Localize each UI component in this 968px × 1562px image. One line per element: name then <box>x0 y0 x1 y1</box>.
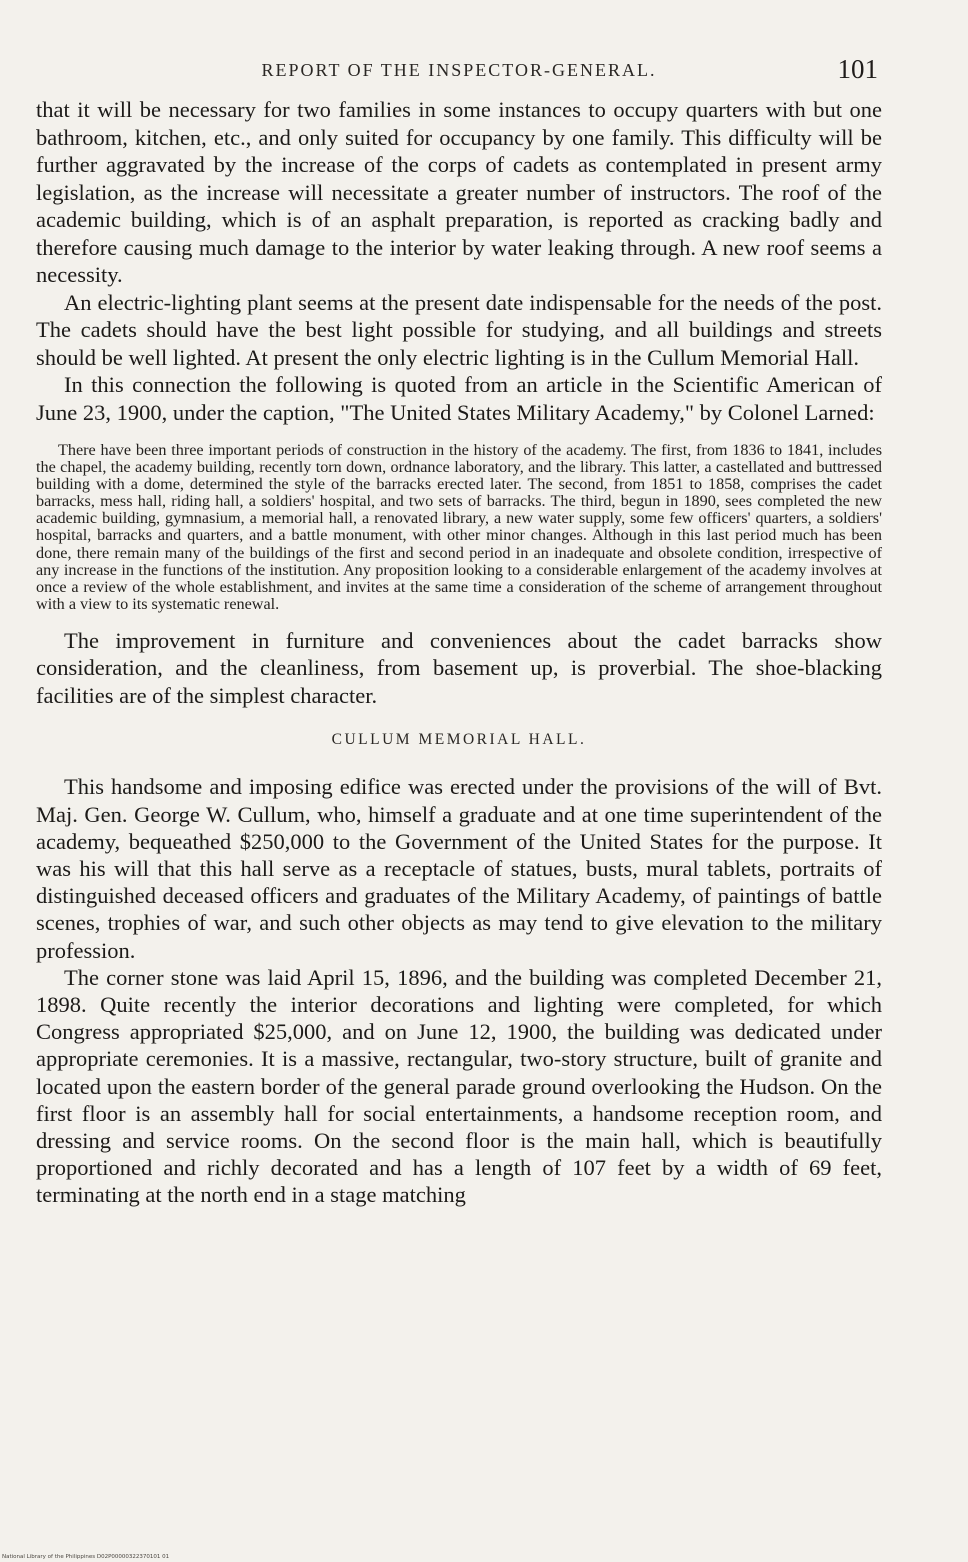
section-paragraph: The corner stone was laid April 15, 1896, and the building was completed December 21, 1898. Quite recently the interior decorations and lighting were completed, for which Congress appropriated $25,000, and on June 12, 1900, the building was dedicated under appropriate ceremonies. It is a massive, rectangular, two-story structure, built of granite and located upon the eastern border of the general parade ground overlooking the Hudson. On the first floor is an assembly hall for social entertainments, a handsome reception room, and dressing and service rooms. On the second floor is the main hall, which is beautifully proportioned and richly decorated and has a length of 107 feet by a width of 69 feet, terminating at the north end in a stage matching <box>36 964 882 1208</box>
body-paragraph: An electric-lighting plant seems at the present date indispensable for the needs of the post. The cadets should have the best light possible for studying, and all buildings and streets should be well lighted. At present the only electric lighting is in the Cullum Memorial Hall. <box>36 289 882 370</box>
library-stamp: National Library of the Philippines D02P00000322370101 01 <box>2 1554 170 1560</box>
body-paragraph: that it will be necessary for two families in some instances to occupy quarters with but one bathroom, kitchen, etc., and only suited for occupancy by one family. This difficulty will be further aggravated by the increase of the corps of cadets as contemplated in present army legislation, as the increase will necessitate a greater number of instructors. The roof of the academic building, which is of an asphalt preparation, is reported as cracking badly and therefore causing much damage to the interior by water leaking through. A new roof seems a necessity. <box>36 97 882 287</box>
section-heading: CULLUM MEMORIAL HALL. <box>331 731 587 749</box>
body-paragraph: In this connection the following is quoted from an article in the Scientific American of June 23, 1900, under the caption, "The United States Military Academy," by Colonel Larned: <box>36 372 882 425</box>
section-paragraph: This handsome and imposing edifice was erected under the provisions of the will of Bvt. Maj. Gen. George W. Cullum, who, himself a graduate and at one time superintendent of the academy, bequeathed $250,000 to the Government of the United States for the purpose. It was his will that this hall serve as a receptacle of statues, busts, mural tablets, portraits of distinguished deceased officers and graduates of the Military Academy, of paintings of battle scenes, trophies of war, and such other objects as may tend to give elevation to the military profession. <box>36 774 882 963</box>
running-title: REPORT OF THE INSPECTOR-GENERAL. <box>261 60 657 80</box>
section-body <box>36 773 882 1208</box>
block-quote: There have been three important periods of construction in the history of the academy. The first, from 1836 to 1841, includes the chapel, the academy building, recently torn down, ordnance laboratory, and the library. This latter, a castellated and buttressed building with a dome, determined the style of the barracks erected later. The second, from 1851 to 1858, comprises the cadet barracks, mess hall, riding hall, a soldiers' hospital, and two sets of barracks. The third, begun in 1890, sees completed the new academic building, gymnasium, a memorial hall, a renovated library, a new water supply, some few officers' quarters, a soldiers' hospital, barracks and quarters, and a battle monument, with other minor changes. Although in this last period much has been done, there remain many of the buildings of the first and second period in an inadequate and obsolete condition, irrespective of any increase in the functions of the institution. Any proposition looking to a considerable enlargement of the academy involves at once a review of the whole establishment, and invites at the same time a consideration of the scheme of arrangement throughout with a view to its systematic renewal. <box>36 441 882 613</box>
running-header <box>36 52 882 96</box>
page-number: 101 <box>837 54 878 84</box>
document-page <box>36 52 882 1209</box>
body-paragraph: The improvement in furniture and conveniences about the cadet barracks show consideration, and the cleanliness, from basement up, is proverbial. The shoe-blacking facilities are of the simplest character. <box>36 627 882 708</box>
